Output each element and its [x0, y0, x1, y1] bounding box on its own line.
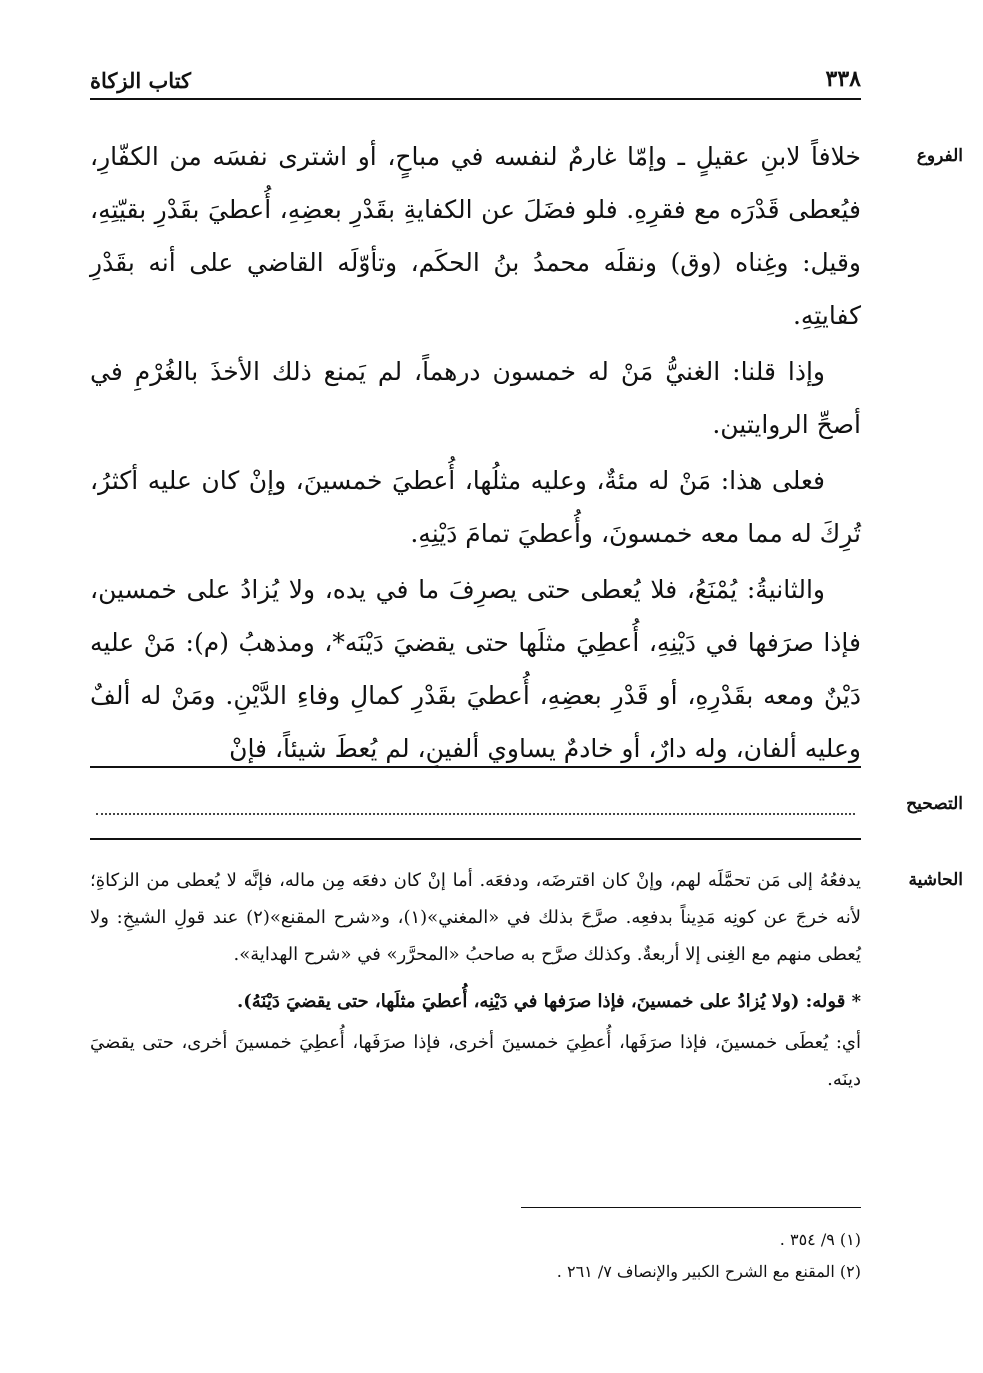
hashiya-quote: * قوله: (ولا يُزادُ على خمسينَ، فإذا صرَفها في دَيْنِه، أُعطيَ مثلَها، حتى يقضيَ دَيْنَهُ).: [236, 991, 861, 1012]
page-header: [90, 58, 861, 100]
main-divider: [90, 766, 861, 768]
main-paragraph-4: والثانيةُ: يُمْنَعُ، فلا يُعطى حتى يصرِفَ ما في يده، ولا يُزادُ على خمسين، فإذا صرَفها في دَيْنِهِ، أُعطِيَ مثلَها حتى يقضيَ دَيْنَه*، ومذهبُ (م): مَنْ عليه دَيْنٌ ومعه بقَدْرِهِ، أو قَدْرِ بعضِهِ، أُعطيَ بقَدْرِ كمالِ وفاءِ الدَّيْنِ. ومَنْ له ألفٌ وعليه ألفان، وله دارٌ، أو خادمٌ يساوي ألفينِ، لم يُعطَ شيئاً، فإنْ: [90, 575, 861, 763]
tashih-dotted-line: [96, 799, 855, 815]
furu-section-label: الفروع: [916, 146, 963, 166]
tashih-section-label: التصحيح: [906, 794, 963, 814]
footnotes: [90, 1224, 861, 1288]
hashiya-section-label: الحاشية: [908, 870, 963, 890]
hashiya-paragraph-1: يدفعُهُ إلى مَن تحمَّلَه لهم، وإنْ كان اقترضَه، ودفعَه. أما إنْ كان دفعَه مِن ماله، فإنَّه لا يُعطى من الزكاةِ؛ لأنه خرجَ عن كونِه مَدِيناً بدفعِه. صرَّحَ بذلك في «المغني»(١)، و«شرح المقنع»(٢) عند قولِ الشيخِ: ولا يُعطى منهم مع الغِنى إلا أربعةٌ. وكذلك صرَّح به صاحبُ «المحرَّر» في «شرح الهداية».: [90, 870, 861, 965]
footnote-rule: [521, 1207, 861, 1208]
footnote-2: (٢) المقنع مع الشرح الكبير والإنصاف ٧/ ٢٦١ .: [556, 1262, 861, 1281]
main-paragraph-1: خلافاً لابنِ عقيلٍ ـ وإمّا غارمٌ لنفسه في مباحٍ، أو اشترى نفسَه من الكفّارِ، فيُعطى قَدْرَه مع فقرِهِ. فلو فضَلَ عن الكفايةِ بقَدْرِ بعضِهِ، أُعطيَ بقَدْرِ بقيّتِهِ، وقيل: وغِناه (وق) ونقلَه محمدُ بنُ الحكَم، وتأوّلَه القاضي على أنه بقَدْرِ كفايتِهِ.: [90, 142, 861, 330]
running-title: كتاب الزكاة: [90, 68, 192, 93]
main-text: [90, 130, 861, 775]
main-paragraph-3: فعلى هذا: مَنْ له مئةٌ، وعليه مثلُها، أُعطيَ خمسينَ، وإنْ كان عليه أكثرُ، تُرِكَ له مما معه خمسونَ، وأُعطيَ تمامَ دَيْنِهِ.: [90, 466, 861, 548]
hashiya-notes: [90, 862, 861, 1098]
page-number: ٣٣٨: [825, 66, 861, 92]
tashih-divider: [90, 838, 861, 840]
hashiya-paragraph-2: أي: يُعطَى خمسينَ، فإذا صرَفَها، أُعطِيَ خمسينَ أخرى، فإذا صرَفَها، أُعطِيَ خمسينَ أخرى، حتى يقضيَ دينَه.: [90, 1032, 861, 1090]
main-paragraph-2: وإذا قلنا: الغنيُّ مَنْ له خمسون درهماً، لم يَمنع ذلك الأخذَ بالغُرْمِ في أصحِّ الروايتين.: [90, 357, 861, 439]
footnote-1: (١) ٩/ ٣٥٤ .: [779, 1230, 861, 1249]
